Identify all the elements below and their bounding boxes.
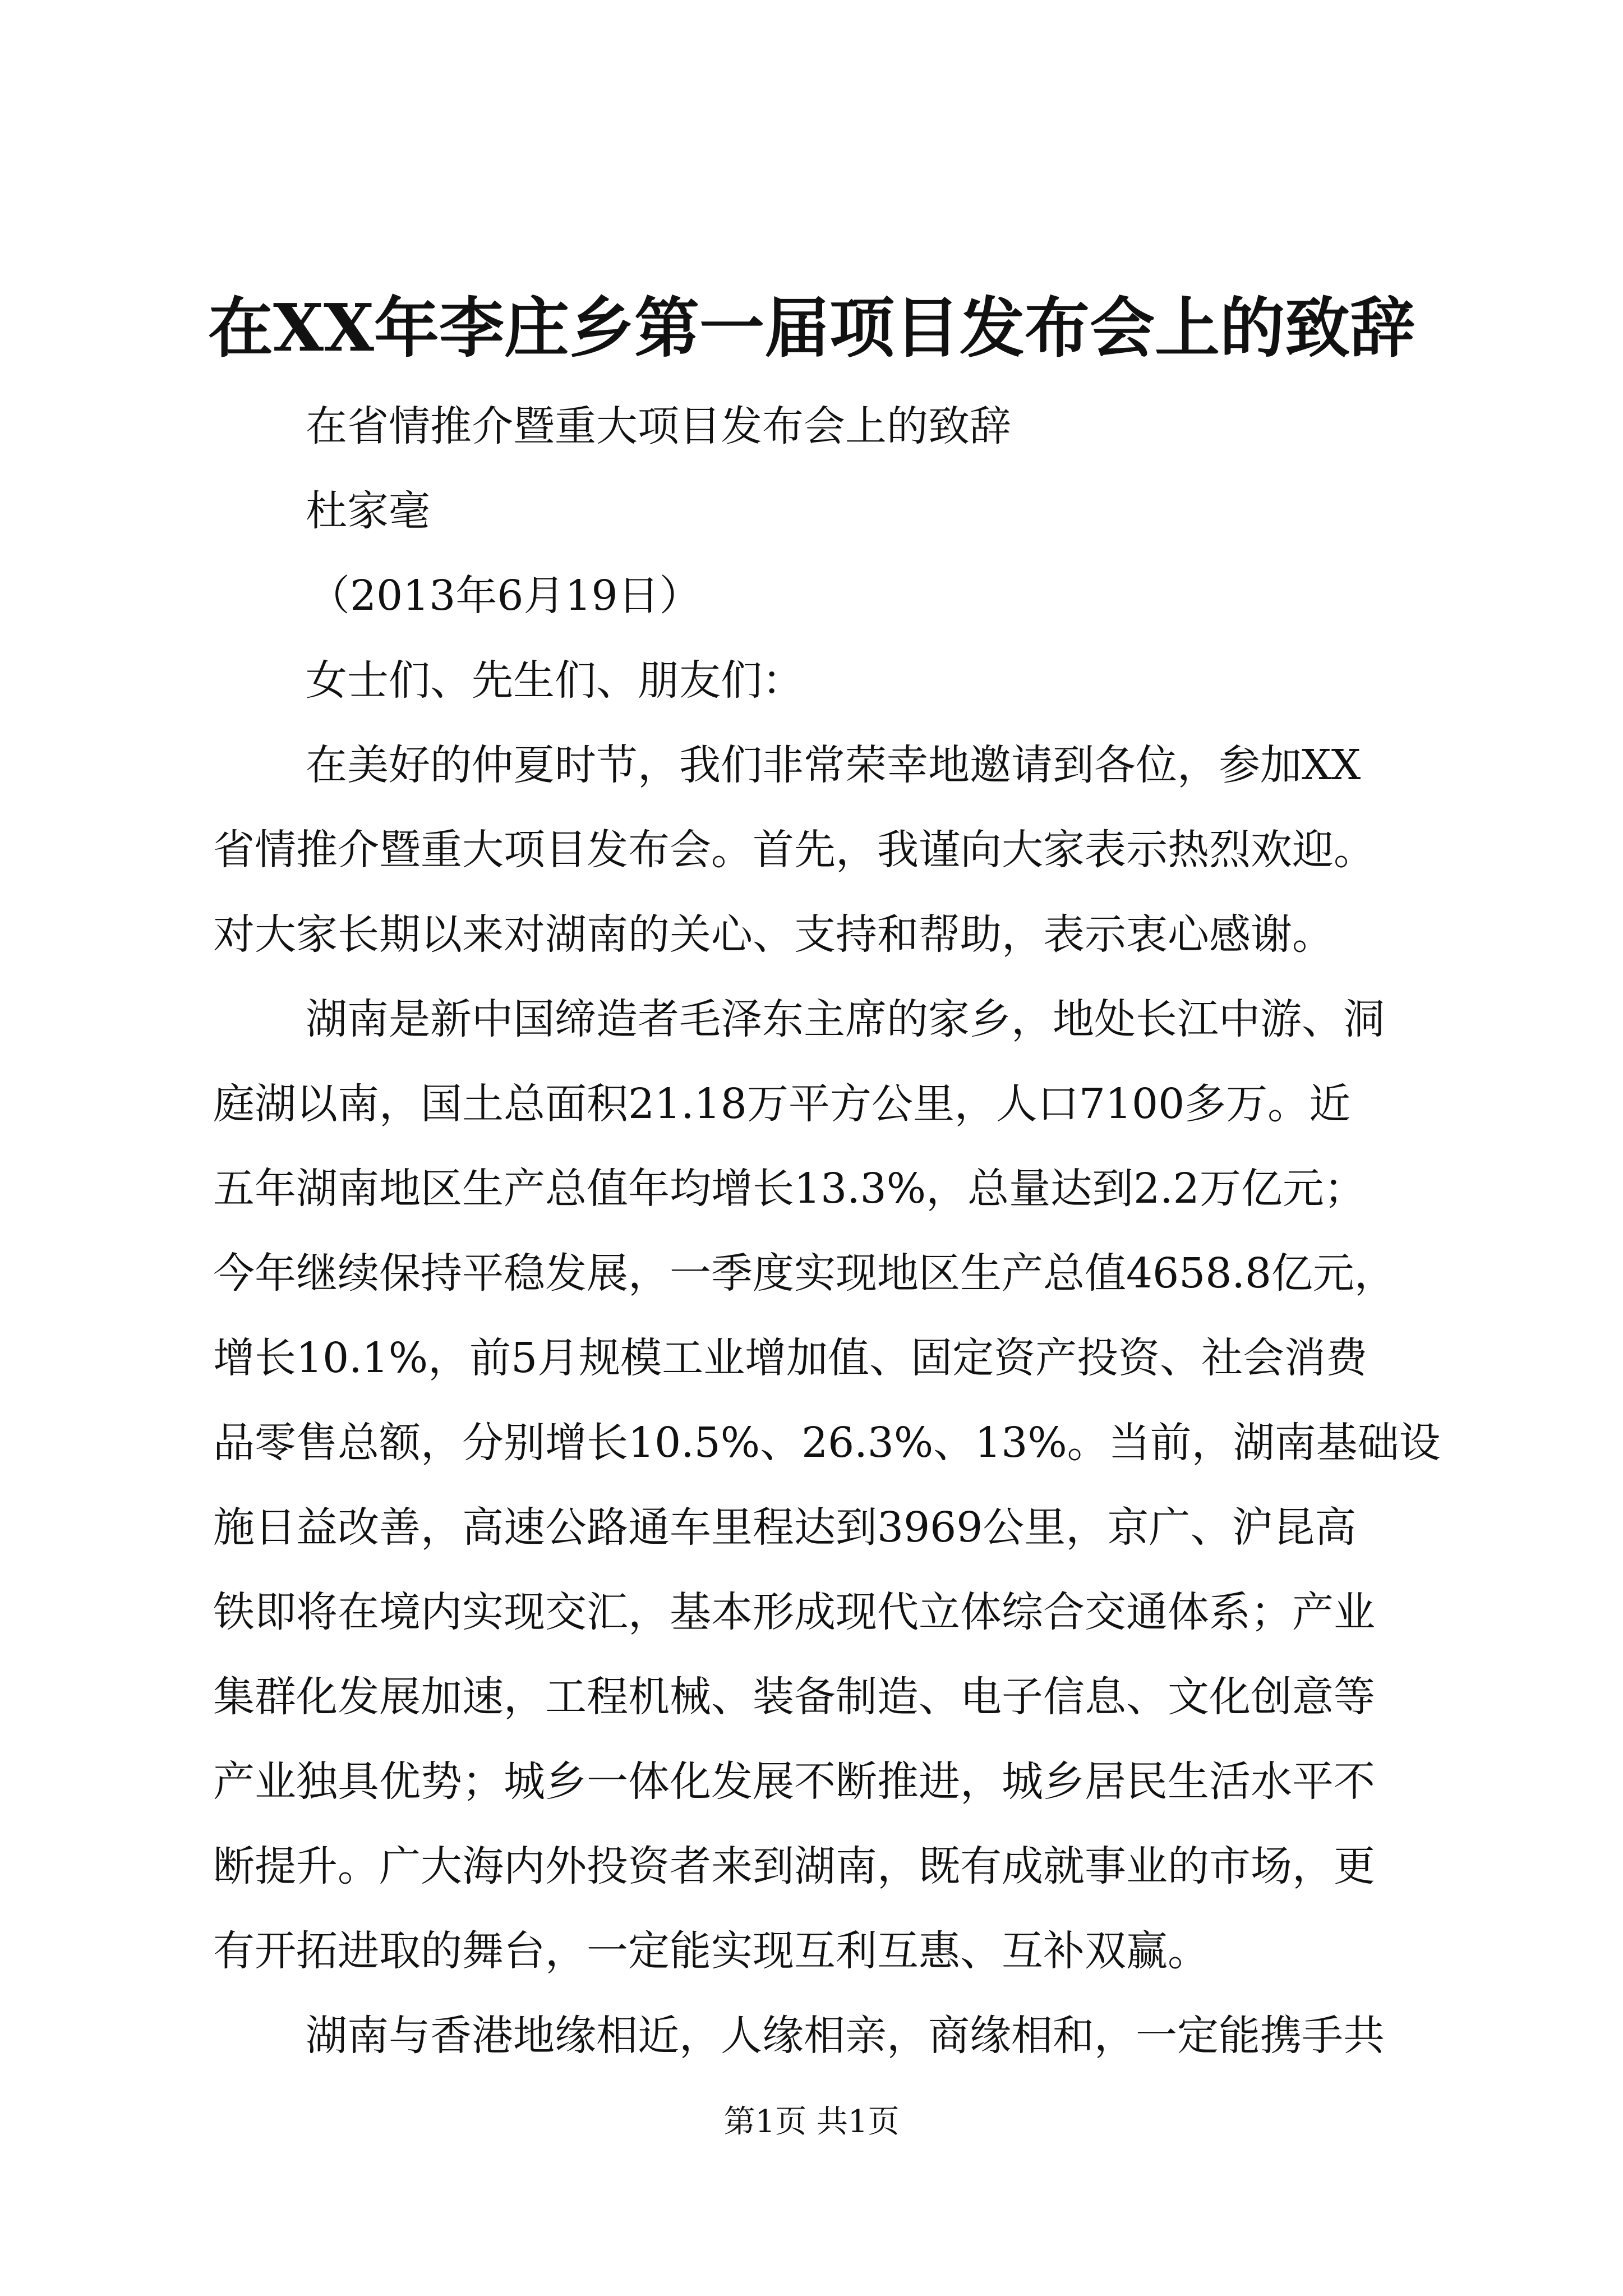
paragraph-line: 铁即将在境内实现交汇，基本形成现代立体综合交通体系；产业 [213, 1588, 1375, 1636]
paragraph-line: 断提升。广大海内外投资者来到湖南，既有成就事业的市场，更 [213, 1842, 1375, 1890]
paragraph-line: 产业独具优势；城乡一体化发展不断推进，城乡居民生活水平不 [213, 1757, 1375, 1806]
date: （2013年6月19日） [308, 572, 701, 620]
paragraph-line: 集群化发展加速，工程机械、装备制造、电子信息、文化创意等 [213, 1673, 1375, 1721]
paragraph-line: 今年继续保持平稳发展，一季度实现地区生产总值4658.8亿元， [213, 1249, 1396, 1297]
paragraph-line: 五年湖南地区生产总值年均增长13.3%，总量达到2.2万亿元； [213, 1165, 1366, 1213]
paragraph-line: 在美好的仲夏时节，我们非常荣幸地邀请到各位，参加XX [306, 741, 1361, 789]
document-title: 在XX年李庄乡第一届项目发布会上的致辞 [208, 290, 1415, 366]
paragraph-line: 湖南与香港地缘相近，人缘相亲，商缘相和，一定能携手共 [306, 2012, 1385, 2060]
paragraph-line: 庭湖以南，国土总面积21.18万平方公里，人口7100多万。近 [213, 1080, 1351, 1128]
subtitle: 在省情推介暨重大项目发布会上的致辞 [306, 402, 1011, 450]
paragraph-line: 省情推介暨重大项目发布会。首先，我谨向大家表示热烈欢迎。 [213, 826, 1375, 874]
paragraph-line: 施日益改善，高速公路通车里程达到3969公里，京广、沪昆高 [213, 1503, 1357, 1552]
paragraph-line: 品零售总额，分别增长10.5%、26.3%、13%。当前，湖南基础设 [213, 1419, 1441, 1467]
paragraph-line: 湖南是新中国缔造者毛泽东主席的家乡，地处长江中游、洞 [306, 995, 1385, 1043]
author: 杜家毫 [306, 487, 430, 535]
document-body [213, 384, 1441, 2078]
paragraph-line: 增长10.1%，前5月规模工业增加值、固定资产投资、社会消费 [213, 1334, 1368, 1382]
page-footer: 第1页 共1页 [723, 2104, 900, 2140]
salutation: 女士们、先生们、朋友们： [306, 656, 804, 705]
paragraph-line: 有开拓进取的舞台，一定能实现互利互惠、互补双赢。 [213, 1927, 1209, 1975]
paragraph-line: 对大家长期以来对湖南的关心、支持和帮助，表示衷心感谢。 [213, 910, 1334, 959]
